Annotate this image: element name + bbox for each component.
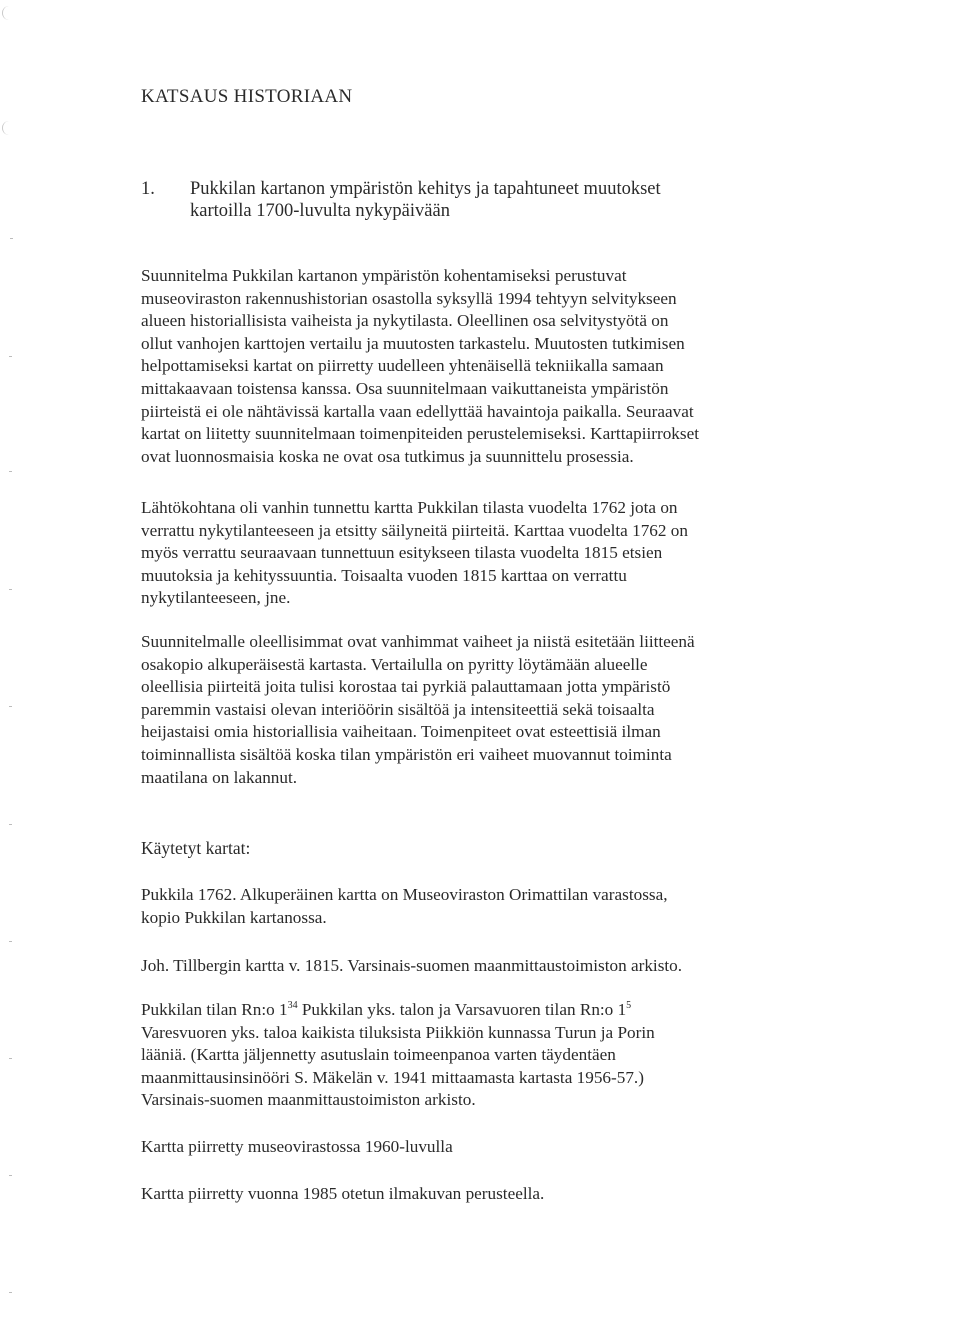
paragraph: Suunnitelmalle oleellisimmat ovat vanhimmat vaiheet ja niistä esitetään liitteenä osakopio alkuperäisestä kartasta. Vertailulla on pyritty löytämään alueelle oleellisia piirteitä joita tulisi korostaa tai pyrkiä palauttamaan jotta ympäristö paremmin vastaisi olevan interiöörin sisältöä ja intensiteettiä sekä toisaalta heijastaisi omia historiallisia vaiheitaan. Toimenpiteet ovat esteettisiä ilman toiminnallista sisältöä koska tilan ympäristön eri vaiheet muovannut toiminta maatilana on lakannut. xyxy=(141,632,695,787)
document-title: KATSAUS HISTORIAAN xyxy=(141,86,353,107)
scan-margin-mark xyxy=(9,1058,12,1059)
scan-margin-mark xyxy=(9,356,12,357)
map-reference: Joh. Tillbergin kartta v. 1815. Varsinais-suomen maanmittaustoimiston arkisto. xyxy=(141,956,683,975)
scan-margin-mark xyxy=(9,941,12,942)
map-reference: Pukkila 1762. Alkuperäinen kartta on Museoviraston Orimattilan varastossa, kopio Pukkilan kartanossa. xyxy=(141,885,668,927)
scan-margin-mark xyxy=(9,1175,12,1176)
paragraph: Suunnitelma Pukkilan kartanon ympäristön kohentamiseksi perustuvat museoviraston rakennushistorian osastolla syksyllä 1994 tehtyyn selvitykseen alueen historiallisista vaiheista ja nykytilasta. Oleellinen osa selvitystyötä on ollut vanhojen karttojen vertailu ja muutosten tarkastelu. Muutosten tutkimisen helpottamiseksi kartat on piirretty uudelleen yhtenäisellä tekniikalla samaan mittakaavaan toistensa kanssa. Osa suunnitelmaan vaikuttaneista ympäristön piirteistä ei ole nähtävissä kartalla vaan edellyttää havaintoja paikalla. Seuraavat kartat on liitetty suunnitelmaan toimenpiteiden perustelemiseksi. Karttapiirrokset ovat luonnosmaisia koska ne ovat osa tutkimus ja suunnittelu prosessia. xyxy=(141,266,699,466)
scan-margin-mark xyxy=(9,706,12,707)
maps-heading: Käytetyt kartat: xyxy=(141,838,251,858)
scan-margin-mark xyxy=(2,121,13,135)
map-reference-text: Pukkilan tilan Rn:o 1 xyxy=(141,1000,288,1019)
map-reference: Kartta piirretty vuonna 1985 otetun ilmakuvan perusteella. xyxy=(141,1184,545,1203)
map-reference-text: Pukkilan yks. talon ja Varsavuoren tilan Rn:o 1 xyxy=(297,1000,627,1019)
scan-margin-mark xyxy=(9,589,12,590)
scan-margin-mark xyxy=(10,238,13,239)
map-reference-text: Varesvuoren yks. taloa kaikista tiluksista Piikkiön kunnassa Turun ja Porin lääniä. (Kartta jäljennetty asutuslain toimeenpanoa varten täydentäen maanmittausinsinööri S. Mäkelän v. 1941 mittaamasta kartasta 1956-57.) Varsinais-suomen maanmittaustoimiston arkisto. xyxy=(141,1022,655,1110)
map-reference: Kartta piirretty museovirastossa 1960-luvulla xyxy=(141,1137,453,1156)
scan-margin-mark xyxy=(9,471,12,472)
scan-margin-mark xyxy=(9,824,12,825)
section-number: 1. xyxy=(141,179,155,199)
section-heading-text: Pukkilan kartanon ympäristön kehitys ja tapahtuneet muutokset kartoilla 1700-luvulta nykypäivään xyxy=(190,179,661,221)
scan-margin-mark xyxy=(2,6,13,20)
scan-margin-mark xyxy=(9,1292,12,1293)
superscript: 34 xyxy=(287,1000,298,1011)
map-reference xyxy=(141,999,801,1112)
superscript: 5 xyxy=(626,1000,632,1011)
paragraph: Lähtökohtana oli vanhin tunnettu kartta Pukkilan tilasta vuodelta 1762 jota on verrattu nykytilanteeseen ja etsitty säilyneitä piirteitä. Karttaa vuodelta 1762 on myös verrattu seuraavaan tunnettuun esitykseen tilasta vuodelta 1815 etsien muutoksia ja kehityssuuntia. Toisaalta vuoden 1815 karttaa on verrattu nykytilanteeseen, jne. xyxy=(141,498,688,608)
